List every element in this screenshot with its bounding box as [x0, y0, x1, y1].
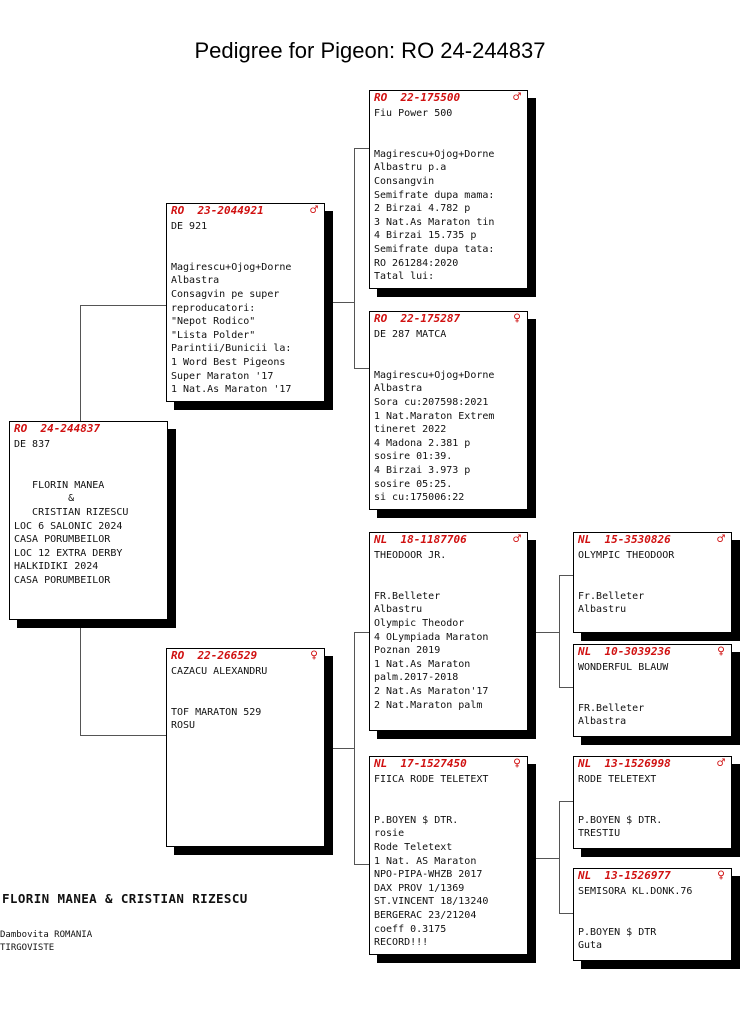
connector-line [354, 368, 369, 369]
connector-line [354, 632, 355, 865]
card-header [370, 533, 527, 547]
breeder-city: TIRGOVISTE [0, 943, 55, 953]
pigeon-card-sire[interactable] [166, 203, 325, 402]
breeder-name: FLORIN MANEA & CRISTIAN RIZESCU [2, 891, 248, 906]
connector-line [559, 801, 573, 802]
male-icon: ♂ [717, 532, 725, 548]
card-header [370, 91, 527, 105]
breeder-region: Dambovita ROMANIA [0, 930, 93, 940]
card-details: Fiu Power 500 Magirescu+Ojog+Dorne Albastru p.a Consangvin Semifrate dupa mama: 2 Birzai 4.782 p 3 Nat.As Maraton tin 4 Birzai 15.735 p Semifrate dupa tata: RO 261284:2020 Tatal lui: [374, 108, 495, 283]
ring-number: NL 13-1526998 [578, 757, 671, 771]
card-details: DE 287 MATCA Magirescu+Ojog+Dorne Albastra Sora cu:207598:2021 1 Nat.Maraton Extrem tineret 2022 4 Madona 2.381 p sosire 01:39. 4 Birzai 3.973 p sosire 05:25. si cu:175006:22 [374, 329, 495, 504]
female-icon: ♀ [513, 756, 521, 772]
card-details: RODE TELETEXT P.BOYEN $ DTR. TRESTIU [578, 774, 663, 840]
connector-line [530, 632, 559, 633]
pigeon-card-dam[interactable] [166, 648, 325, 847]
connector-line [80, 305, 81, 421]
card-details: WONDERFUL BLAUW FR.Belleter Albastra [578, 662, 669, 728]
connector-line [559, 575, 560, 688]
male-icon: ♂ [717, 756, 725, 772]
connector-line [80, 305, 166, 306]
connector-line [354, 148, 355, 369]
connector-line [80, 620, 81, 736]
connector-line [325, 748, 354, 749]
male-icon: ♂ [513, 90, 521, 106]
card-header [574, 533, 731, 547]
connector-line [530, 858, 559, 859]
connector-line [354, 864, 369, 865]
card-header [167, 649, 324, 663]
card-header [370, 312, 527, 326]
connector-line [559, 913, 573, 914]
card-header [574, 757, 731, 771]
male-icon: ♂ [513, 532, 521, 548]
pigeon-card-dam-sire[interactable] [369, 532, 528, 731]
ring-number: RO 23-2044921 [171, 204, 264, 218]
card-header [167, 204, 324, 218]
pigeon-card-dam-dam-sire[interactable] [573, 756, 732, 849]
ring-number: RO 22-266529 [171, 649, 258, 663]
pigeon-card-dam-dam-dam[interactable] [573, 868, 732, 961]
ring-number: NL 13-1526977 [578, 869, 671, 883]
ring-number: NL 10-3039236 [578, 645, 671, 659]
card-details: THEODOOR JR. FR.Belleter Albastru Olympic Theodor 4 OLympiada Maraton Poznan 2019 1 Nat.As Maraton palm.2017-2018 2 Nat.As Maraton'17 2 Nat.Maraton palm [374, 550, 489, 711]
connector-line [559, 687, 573, 688]
connector-line [559, 575, 573, 576]
card-details: DE 921 Magirescu+Ojog+Dorne Albastra Consagvin pe super reproducatori: "Nepot Rodico" "Lista Polder" Parintii/Bunicii la: 1 Word Best Pigeons Super Maraton '17 1 Nat.As Maraton '17 [171, 221, 292, 396]
ring-number: NL 15-3530826 [578, 533, 671, 547]
connector-line [559, 801, 560, 914]
ring-number: RO 22-175287 [374, 312, 461, 326]
card-header [10, 422, 167, 436]
connector-line [354, 148, 369, 149]
card-header [370, 757, 527, 771]
ring-number: RO 24-244837 [14, 422, 101, 436]
female-icon: ♀ [717, 868, 725, 884]
male-icon: ♂ [310, 203, 318, 219]
ring-number: NL 17-1527450 [374, 757, 467, 771]
page-title: Pedigree for Pigeon: RO 24-244837 [194, 38, 546, 63]
female-icon: ♀ [513, 311, 521, 327]
card-details: FIICA RODE TELETEXT P.BOYEN $ DTR. rosie Rode Teletext 1 Nat. AS Maraton NPO-PIPA-WHZB 2017 DAX PROV 1/1369 ST.VINCENT 18/13240 BERGERAC 23/21204 coeff 0.3175 RECORD!!! [374, 774, 489, 949]
ring-number: RO 22-175500 [374, 91, 461, 105]
card-details: CAZACU ALEXANDRU TOF MARATON 529 ROSU [171, 666, 268, 732]
card-details: OLYMPIC THEODOOR Fr.Belleter Albastru [578, 550, 675, 616]
connector-line [80, 735, 166, 736]
pigeon-card-dam-sire-sire[interactable] [573, 532, 732, 633]
female-icon: ♀ [310, 648, 318, 664]
pigeon-card-dam-dam[interactable] [369, 756, 528, 955]
connector-line [325, 302, 354, 303]
pigeon-card-subject[interactable] [9, 421, 168, 620]
pigeon-card-sire-sire[interactable] [369, 90, 528, 289]
card-header [574, 869, 731, 883]
connector-line [354, 632, 369, 633]
card-details: DE 837 FLORIN MANEA & CRISTIAN RIZESCU LOC 6 SALONIC 2024 CASA PORUMBEILOR LOC 12 EXTRA DERBY HALKIDIKI 2024 CASA PORUMBEILOR [14, 439, 129, 586]
pigeon-card-sire-dam[interactable] [369, 311, 528, 510]
card-details: SEMISORA KL.DONK.76 P.BOYEN $ DTR Guta [578, 886, 693, 952]
card-header [574, 645, 731, 659]
pigeon-card-dam-sire-dam[interactable] [573, 644, 732, 737]
female-icon: ♀ [717, 644, 725, 660]
ring-number: NL 18-1187706 [374, 533, 467, 547]
